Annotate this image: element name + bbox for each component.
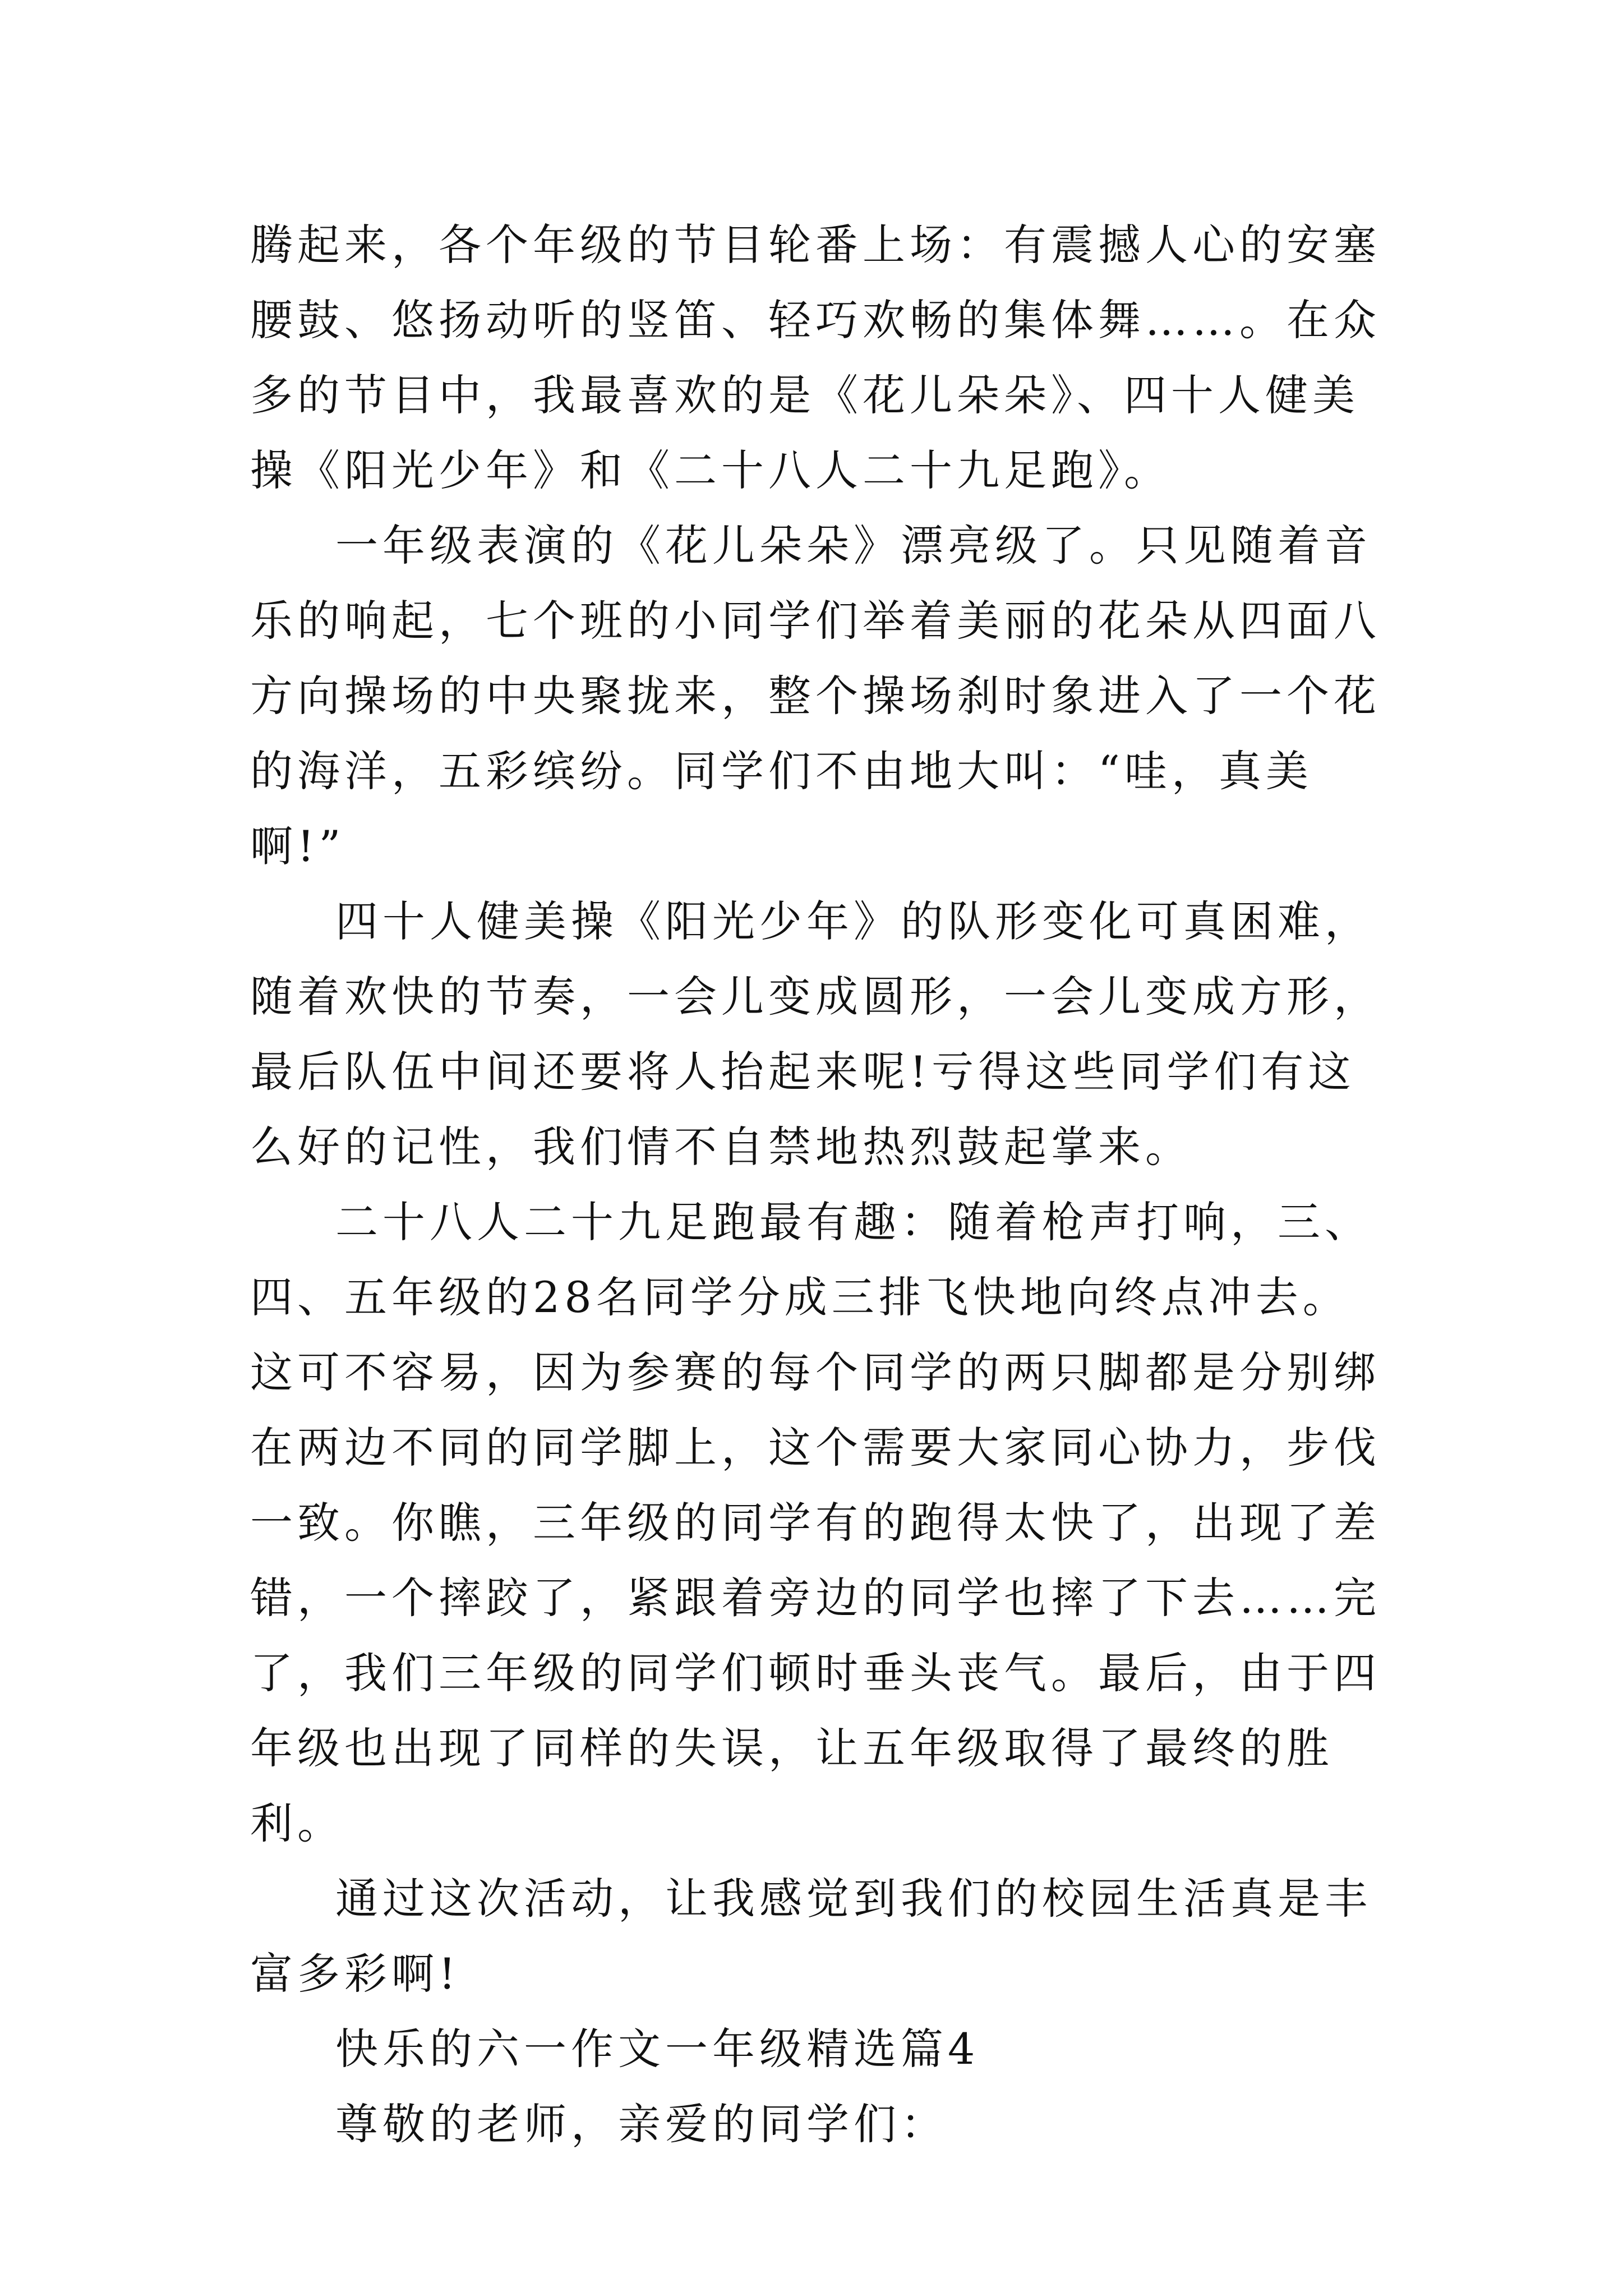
- paragraph-flowers: 一年级表演的《花儿朵朵》漂亮级了。只见随着音乐的响起，七个班的小同学们举着美丽的花朵从四面八方向操场的中央聚拢来，整个操场刹时象进入了一个花的海洋，五彩缤纷。同学们不由地大叫：“哇，真美啊!”: [250, 521, 1381, 871]
- paragraph-continuation: 腾起来，各个年级的节目轮番上场：有震撼人心的安塞腰鼓、悠扬动听的竖笛、轻巧欢畅的集体舞……。在众多的节目中，我最喜欢的是《花儿朵朵》、四十人健美操《阳光少年》和《二十八人二十九足跑》。: [250, 220, 1381, 495]
- document-body: [250, 208, 1394, 2162]
- paragraph-race: 二十八人二十九足跑最有趣：随着枪声打响，三、四、五年级的28名同学分成三排飞快地向终点冲去。这可不容易，因为参赛的每个同学的两只脚都是分别绑在两边不同的同学脚上，这个需要大家同心协力，步伐一致。你瞧，三年级的同学有的跑得太快了，出现了差错，一个摔跤了，紧跟着旁边的同学也摔了下去……完了，我们三年级的同学们顿时垂头丧气。最后，由于四年级也出现了同样的失误，让五年级取得了最终的胜利。: [250, 1197, 1381, 1848]
- section-heading: 快乐的六一作文一年级精选篇4: [335, 2024, 980, 2074]
- paragraph-aerobics: 四十人健美操《阳光少年》的队形变化可真困难，随着欢快的节奏，一会儿变成圆形，一会儿变成方形，最后队伍中间还要将人抬起来呢!亏得这些同学们有这么好的记性，我们情不自禁地热烈鼓起掌来。: [250, 896, 1381, 1172]
- salutation: 尊敬的老师，亲爱的同学们：: [335, 2099, 948, 2149]
- paragraph-conclusion: 通过这次活动，让我感觉到我们的校园生活真是丰富多彩啊!: [250, 1874, 1372, 1999]
